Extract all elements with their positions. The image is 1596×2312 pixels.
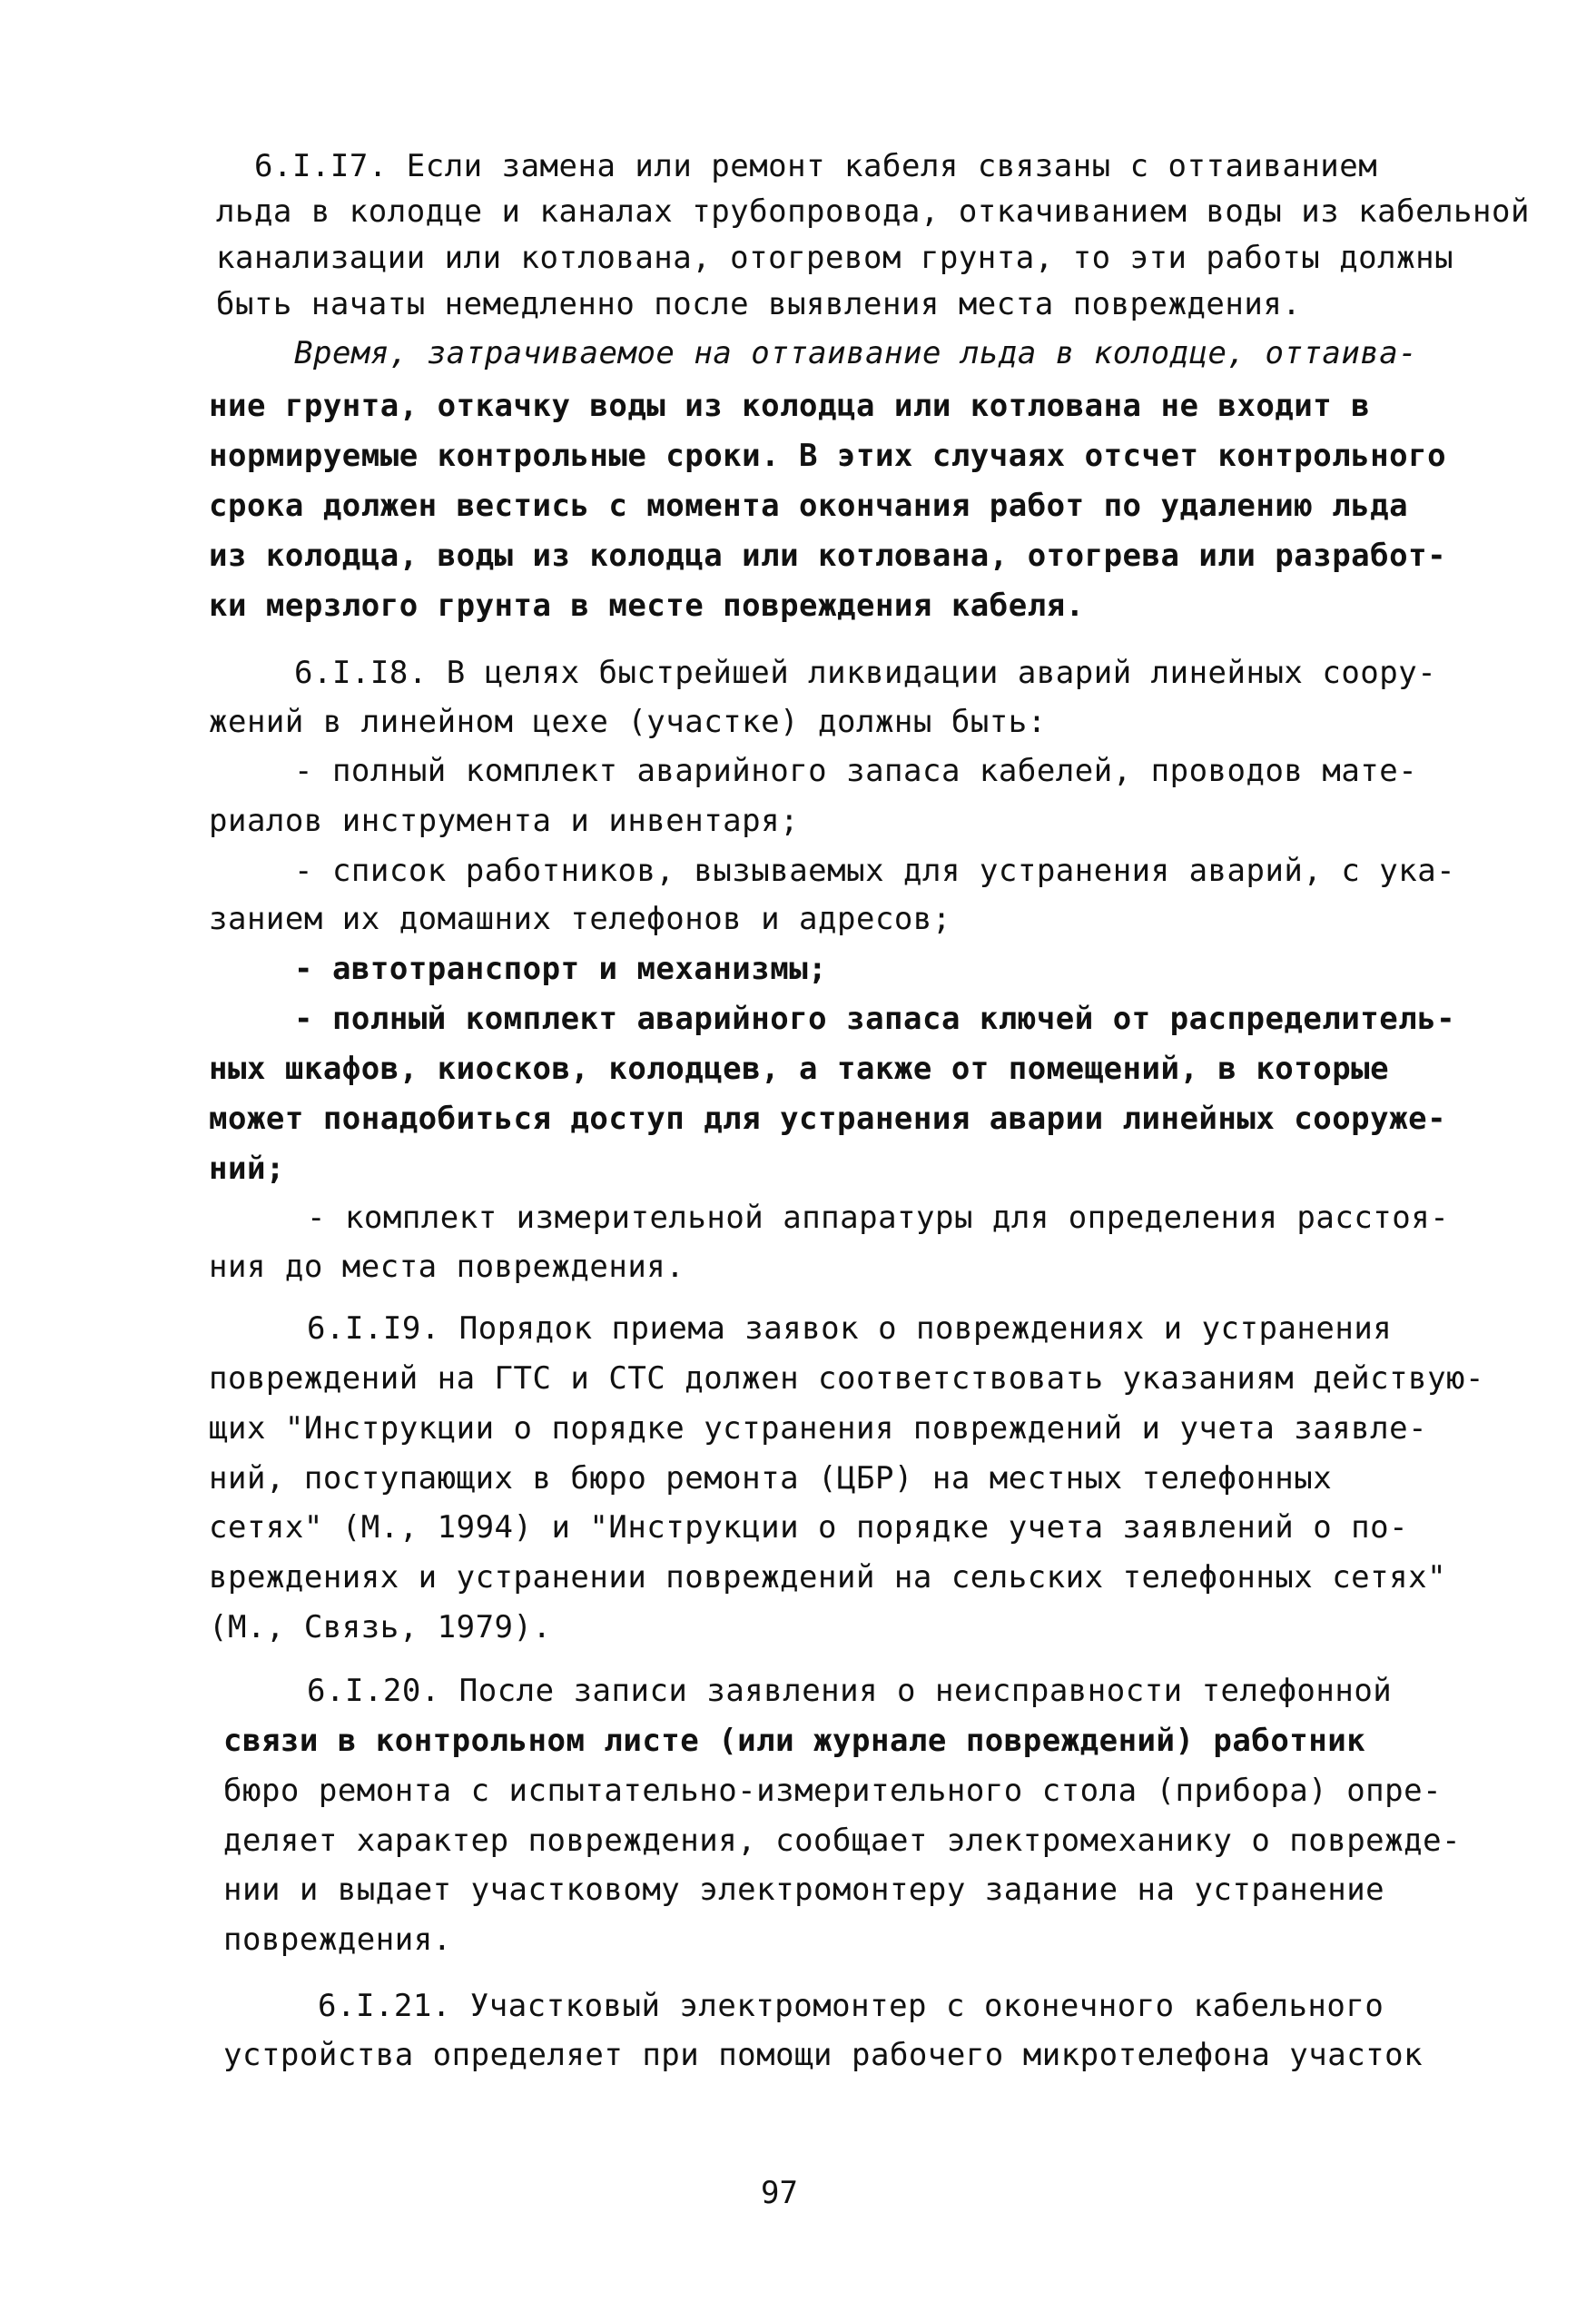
text-line: канализации или котлована, отогревом грунта, то эти работы должны xyxy=(216,240,1454,276)
page-number: 97 xyxy=(761,2175,798,2211)
text-line: - полный комплект аварийного запаса кабелей, проводов мате- xyxy=(294,753,1418,789)
text-line: устройства определяет при помощи рабочего микротелефона участок xyxy=(223,2037,1424,2073)
text-line: ния до места повреждения. xyxy=(209,1249,685,1285)
text-line: нии и выдает участковому электромонтеру задание на устранение xyxy=(223,1872,1385,1908)
text-line: нормируемые контрольные сроки. В этих случаях отсчет контрольного xyxy=(209,438,1447,474)
text-line: из колодца, воды из колодца или котлована, отогрева или разработ- xyxy=(209,538,1447,574)
text-line: 6.I.21. Участковый электромонтер с оконечного кабельного xyxy=(318,1988,1384,2024)
text-line: 6.I.I7. Если замена или ремонт кабеля связаны с оттаиванием xyxy=(254,148,1378,184)
text-line: сетях" (М., 1994) и "Инструкции о порядке учета заявлений о по- xyxy=(209,1509,1409,1546)
text-line: - комплект измерительной аппаратуры для определения расстоя- xyxy=(307,1200,1450,1236)
text-line: жений в линейном цехе (участке) должны быть: xyxy=(209,704,1047,740)
text-line: ний; xyxy=(209,1151,285,1187)
text-line: срока должен вестись с момента окончания работ по удалению льда xyxy=(209,488,1409,524)
text-line: - полный комплект аварийного запаса ключей от распределитель- xyxy=(294,1001,1456,1037)
text-line: - автотранспорт и механизмы; xyxy=(294,951,828,987)
text-line: быть начаты немедленно после выявления места повреждения. xyxy=(216,286,1302,322)
text-line: 6.I.I8. В целях быстрейшей ликвидации аварий линейных соору- xyxy=(294,655,1437,691)
text-line: деляет характер повреждения, сообщает электромеханику о поврежде- xyxy=(223,1823,1462,1859)
text-line: 6.I.20. После записи заявления о неисправности телефонной xyxy=(307,1673,1393,1709)
text-line: ние грунта, откачку воды из колодца или котлована не входит в xyxy=(209,388,1371,424)
text-line: (М., Связь, 1979). xyxy=(209,1609,552,1645)
text-line: бюро ремонта с испытательно-измерительного стола (прибора) опре- xyxy=(223,1773,1443,1809)
text-line: ний, поступающих в бюро ремонта (ЦБР) на местных телефонных xyxy=(209,1460,1333,1497)
text-line: щих "Инструкции о порядке устранения повреждений и учета заявле- xyxy=(209,1410,1428,1447)
text-line: 6.I.I9. Порядок приема заявок о повреждениях и устранения xyxy=(307,1310,1393,1347)
text-line: - список работников, вызываемых для устранения аварий, с ука- xyxy=(294,853,1456,889)
text-line: льда в колодце и каналах трубопровода, откачиванием воды из кабельной xyxy=(216,193,1530,230)
text-line: повреждений на ГТС и СТС должен соответствовать указаниям действую- xyxy=(209,1360,1484,1397)
text-line: вреждениях и устранении повреждений на сельских телефонных сетях" xyxy=(209,1559,1447,1596)
text-line: Время, затрачиваемое на оттаивание льда в колодце, оттаива- xyxy=(294,335,1418,371)
text-line: ки мерзлого грунта в месте повреждения кабеля. xyxy=(209,588,1085,624)
text-line: ных шкафов, киосков, колодцев, а также от помещений, в которые xyxy=(209,1051,1390,1087)
text-line: риалов инструмента и инвентаря; xyxy=(209,803,800,839)
text-line: занием их домашних телефонов и адресов; xyxy=(209,901,951,937)
text-line: связи в контрольном листе (или журнале повреждений) работник xyxy=(223,1723,1366,1759)
text-line: повреждения. xyxy=(223,1922,452,1958)
text-line: может понадобиться доступ для устранения аварии линейных сооруже- xyxy=(209,1101,1447,1137)
